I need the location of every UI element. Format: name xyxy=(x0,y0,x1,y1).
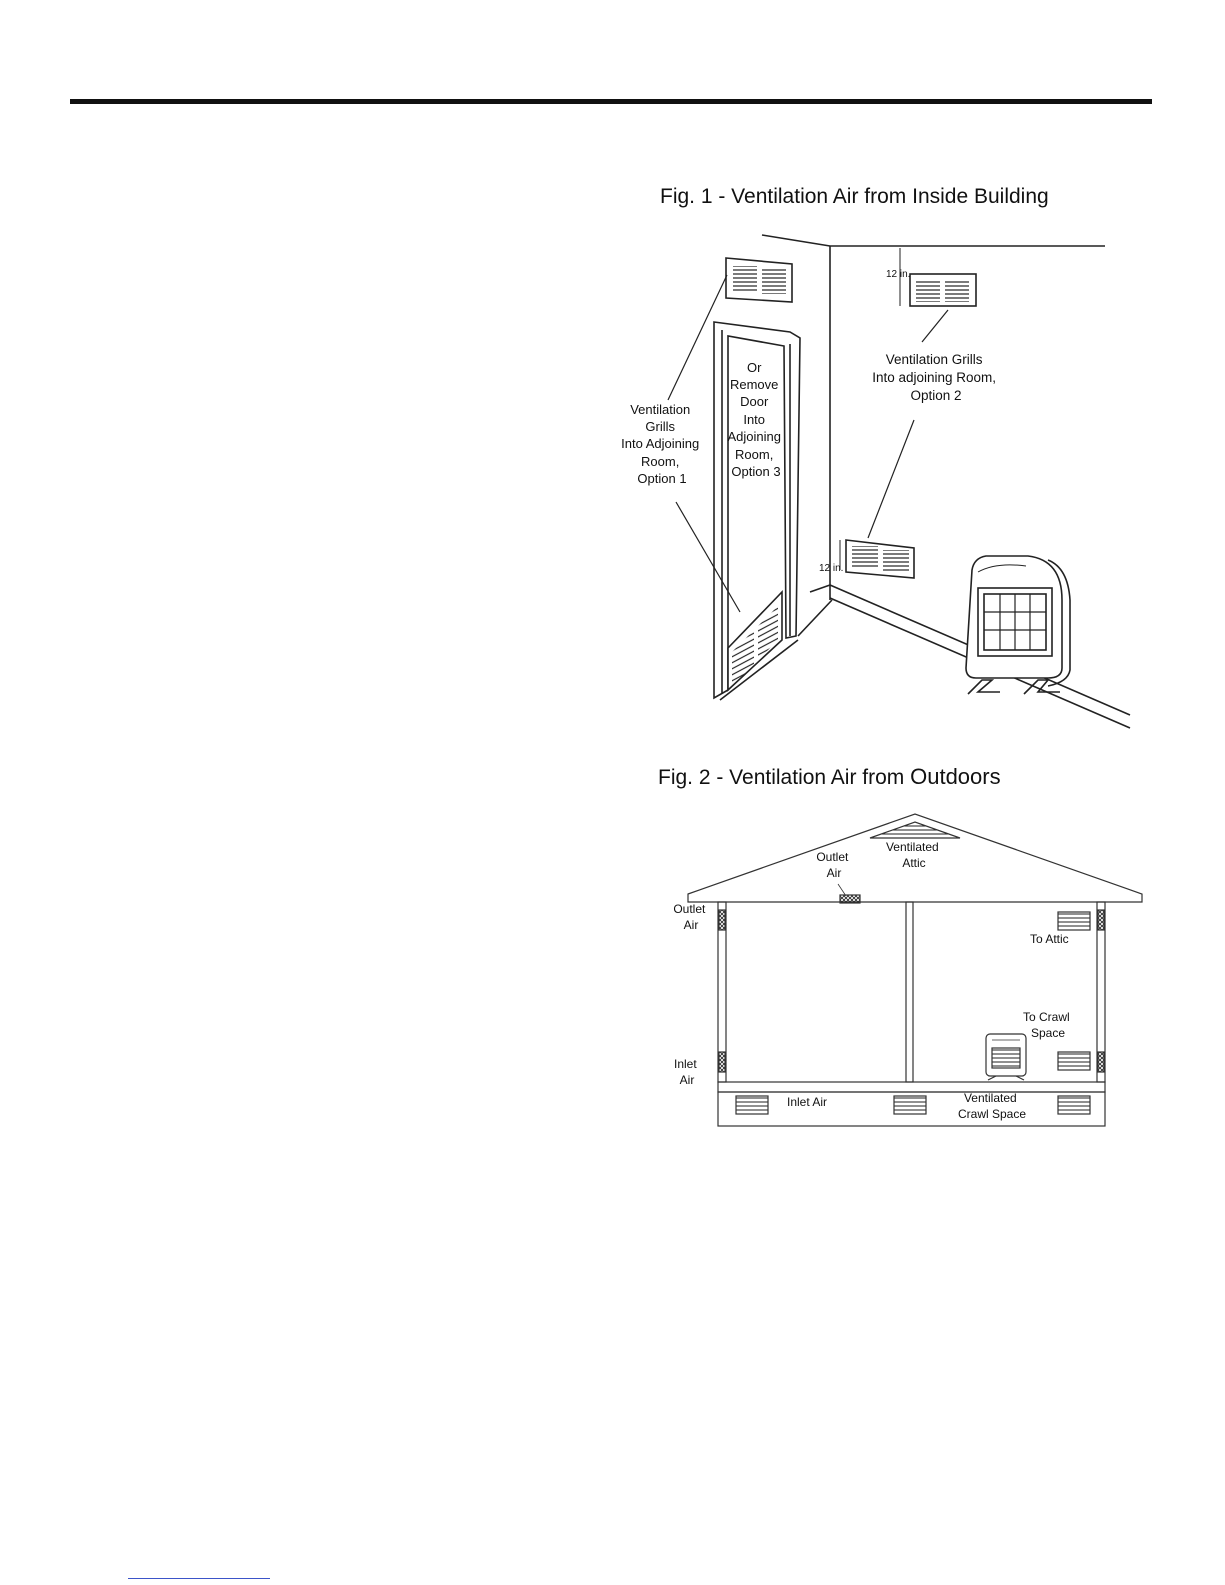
inlet-air-wall-line1: Inlet xyxy=(673,1057,697,1071)
dim-low-label: 12 in. xyxy=(819,563,844,574)
svg-text:Or Remove Door Int xyxy=(727,360,784,479)
option3-line7: Option 3 xyxy=(731,464,781,479)
to-crawl-line2: Space xyxy=(1030,1026,1066,1040)
fig2-caption-prefix: Fig. 2 - Ventilation Air from xyxy=(658,766,911,789)
to-attic-label: To Attic xyxy=(1030,932,1069,946)
option3-line2: Remove xyxy=(729,377,779,392)
heater-icon xyxy=(966,556,1070,694)
ventilated-crawl-line1: Ventilated xyxy=(963,1091,1017,1105)
option1-line4: Room, xyxy=(641,454,680,469)
option3-line1: Or xyxy=(746,360,762,375)
ventilated-crawl-line2: Crawl Space xyxy=(957,1107,1027,1121)
fig1-illustration xyxy=(600,220,1160,740)
inlet-air-crawl-label: Inlet Air xyxy=(787,1095,828,1109)
fig1-caption xyxy=(660,185,1049,209)
outlet-air-roof-line1: Outlet xyxy=(816,850,849,864)
option1-line5: Option 1 xyxy=(637,471,687,486)
option1-line3: Into Adjoining xyxy=(621,436,700,451)
inlet-air-wall-line2: Air xyxy=(679,1073,695,1087)
fig1-caption-prefix: Fig. 1 - Ventilation Air from xyxy=(660,185,913,208)
option1-line2: Grills xyxy=(645,419,675,434)
fig2-caption xyxy=(658,764,1001,790)
ventilated-attic-line1: Ventilated xyxy=(885,840,939,854)
bottom-link-underline[interactable] xyxy=(128,1578,270,1579)
option2-line2: Into adjoining Room, xyxy=(872,370,997,385)
ventilated-attic-line2: Attic xyxy=(902,856,926,870)
to-crawl-line1: To Crawl xyxy=(1022,1010,1070,1024)
svg-text:Ventilation Grills Int xyxy=(621,402,703,486)
fig2-illustration xyxy=(673,800,1150,1140)
option3-line5: Adjoining xyxy=(727,429,781,444)
option2-line3: Option 2 xyxy=(910,388,962,403)
option2-line1: Ventilation Grills xyxy=(885,352,983,367)
svg-text:Ventilation Grills Into ad xyxy=(872,352,1000,403)
svg-text:Inlet Air xyxy=(674,1057,700,1087)
svg-text:Outlet Air xyxy=(673,902,708,932)
dim-top-label: 12 in. xyxy=(886,269,911,280)
outlet-air-wall-line2: Air xyxy=(683,918,699,932)
option3-line3: Door xyxy=(740,394,769,409)
outlet-air-wall-line1: Outlet xyxy=(673,902,706,916)
svg-text:Ventilated Crawl Space xyxy=(958,1091,1026,1121)
option1-line1: Ventilation xyxy=(630,402,691,417)
fig2-caption-emph: Outdoors xyxy=(910,764,1001,789)
option3-line4: Into xyxy=(743,412,766,427)
outlet-air-roof-line2: Air xyxy=(826,866,842,880)
small-heater-icon xyxy=(986,1034,1026,1080)
top-rule xyxy=(70,99,1152,104)
option3-line6: Room, xyxy=(735,447,774,462)
svg-text:To Crawl Space xyxy=(1023,1010,1073,1040)
fig1-caption-emph: Inside Building xyxy=(912,185,1049,208)
